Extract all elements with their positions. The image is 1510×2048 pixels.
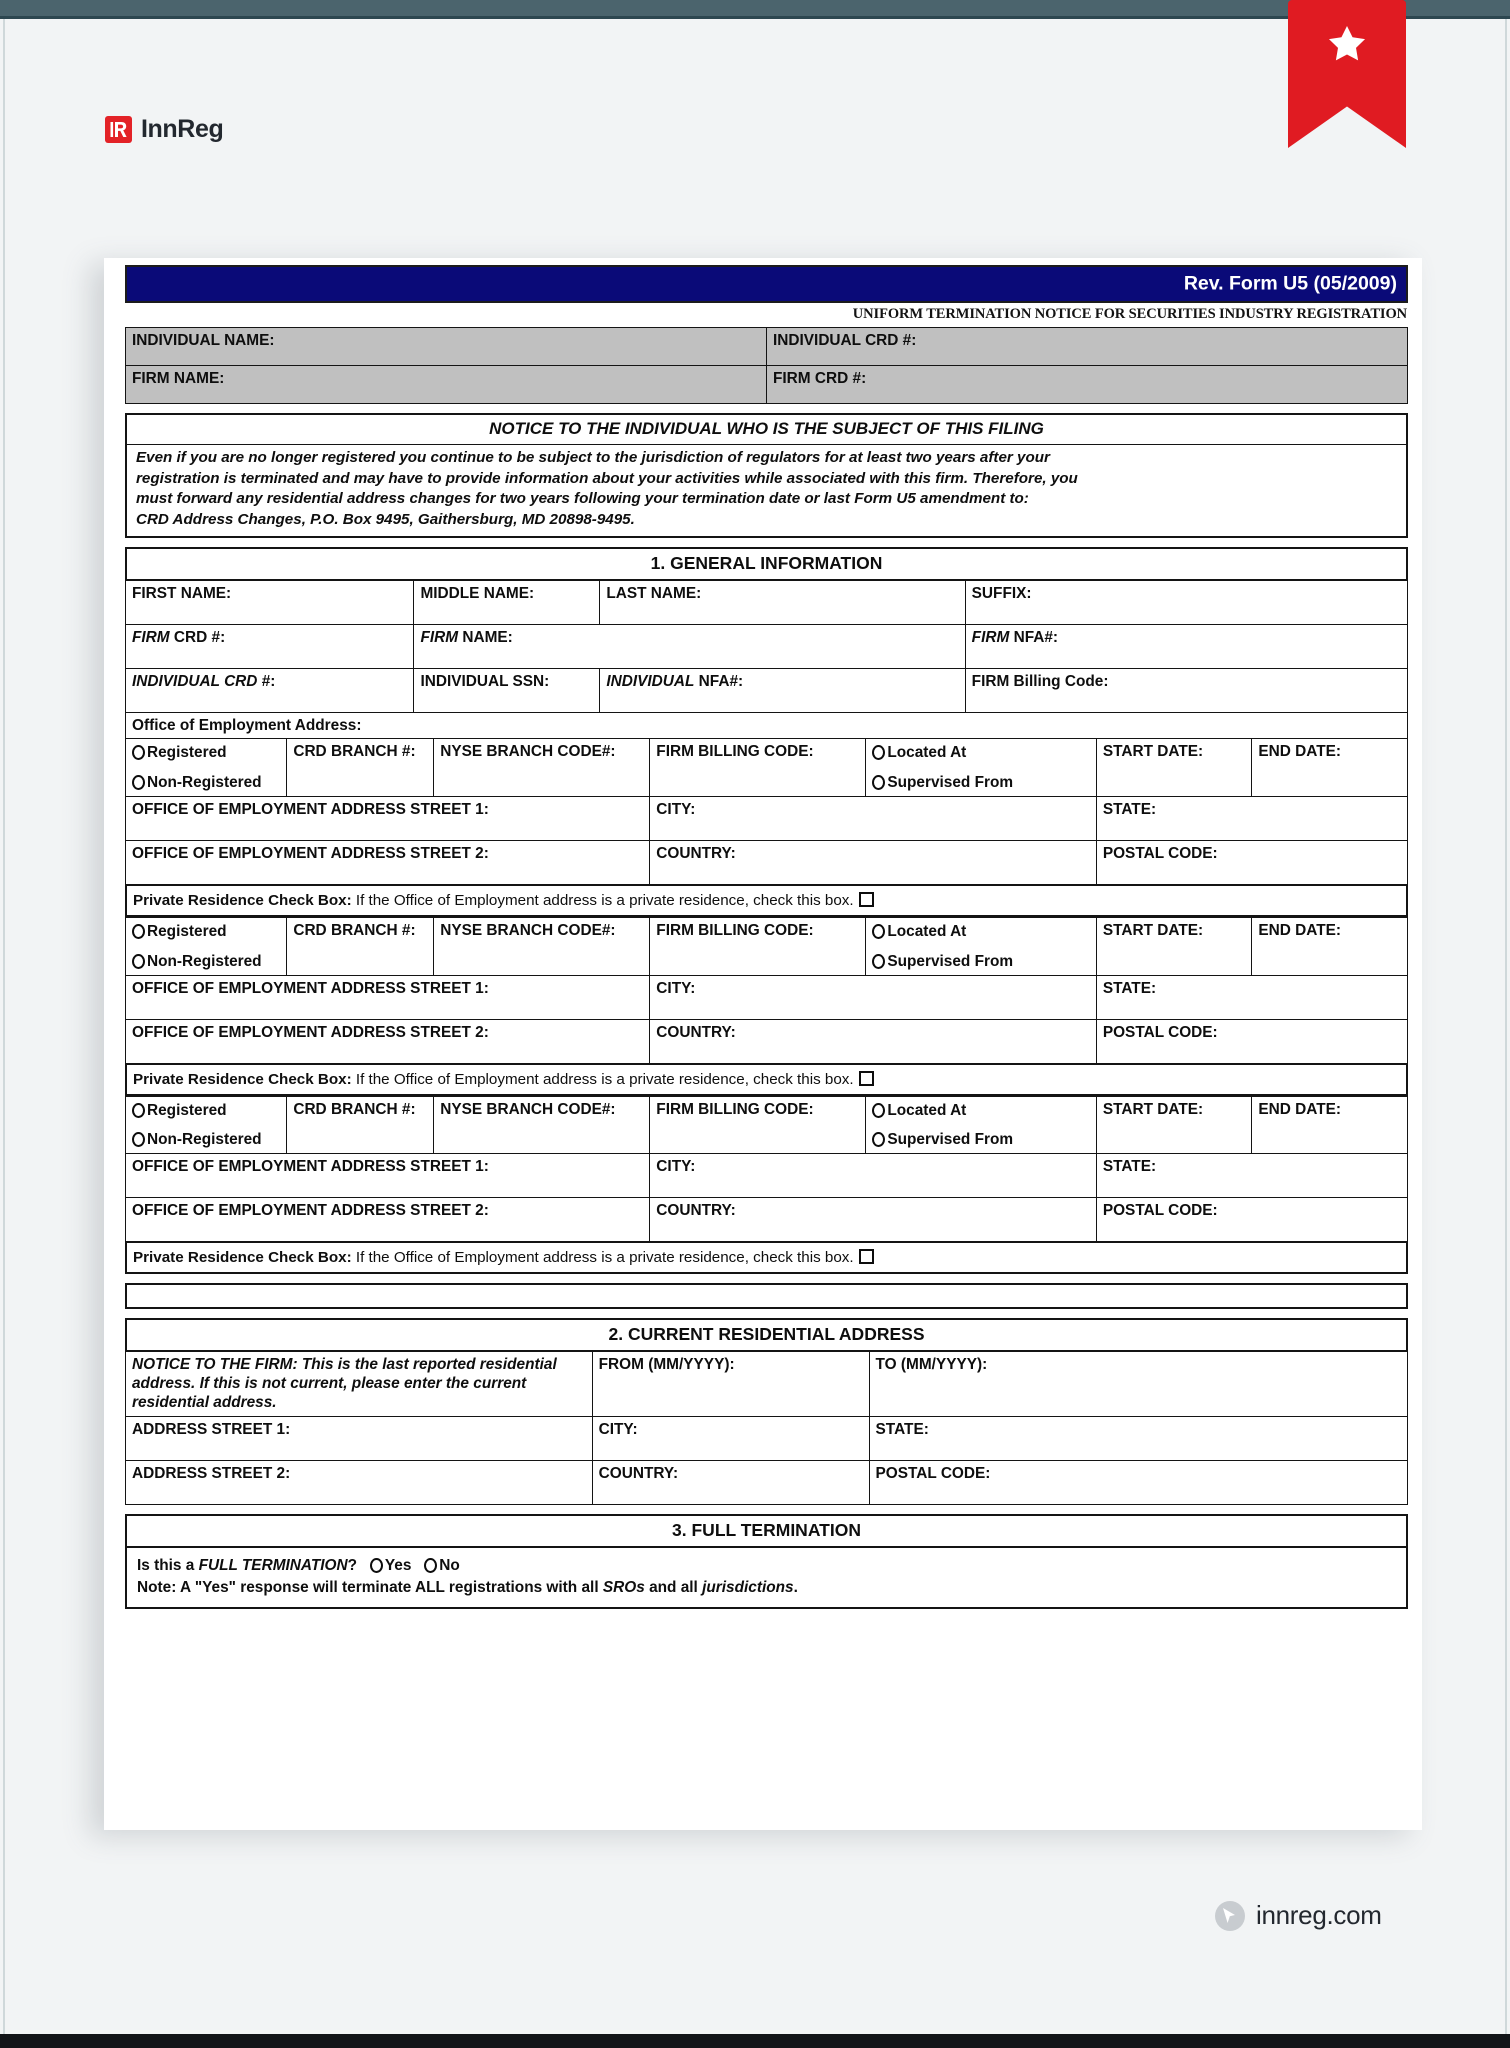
radio-icon[interactable] xyxy=(872,775,885,790)
office-country-cell-1[interactable]: COUNTRY: xyxy=(650,841,1097,885)
office-state-cell-3[interactable]: STATE: xyxy=(1096,1154,1407,1198)
nyse-branch-cell-1[interactable]: NYSE BRANCH CODE#: xyxy=(434,739,650,797)
crd-branch-cell-1[interactable]: CRD BRANCH #: xyxy=(287,739,434,797)
notice-to-individual-box xyxy=(125,413,1408,538)
office-postal-cell-2[interactable]: POSTAL CODE: xyxy=(1096,1019,1407,1063)
section-3-title: 3. FULL TERMINATION xyxy=(125,1514,1408,1547)
office-employment-block-3 xyxy=(125,1096,1408,1243)
office-employment-block-2 xyxy=(125,917,1408,1064)
start-date-cell-1[interactable]: START DATE: xyxy=(1096,739,1252,797)
office-state-cell-2[interactable]: STATE: xyxy=(1096,975,1407,1019)
section-1-title: 1. GENERAL INFORMATION xyxy=(125,547,1408,580)
individual-ssn-cell[interactable]: INDIVIDUAL SSN: xyxy=(414,668,600,712)
bookmark-ribbon[interactable] xyxy=(1288,0,1406,148)
registered-option-3[interactable]: Registered xyxy=(132,1101,281,1121)
located-at-option-3[interactable]: Located At xyxy=(872,1101,1090,1121)
radio-icon[interactable] xyxy=(872,924,885,939)
full-termination-question-row[interactable]: Is this a FULL TERMINATION? Yes No xyxy=(137,1556,460,1574)
radio-icon[interactable] xyxy=(132,1103,145,1118)
table-row xyxy=(126,624,1408,668)
notice-body xyxy=(127,445,1406,536)
form-subtitle: UNIFORM TERMINATION NOTICE FOR SECURITIES INDUSTRY REGISTRATION xyxy=(852,306,1407,322)
general-information-table xyxy=(125,580,1408,739)
full-termination-note: Note: A "Yes" response will terminate ALL registrations with all SROs and all jurisdictions. xyxy=(137,1578,798,1596)
non-registered-option-2[interactable]: Non-Registered xyxy=(132,953,281,972)
office-of-employment-heading: Office of Employment Address: xyxy=(126,712,1408,738)
radio-icon[interactable] xyxy=(132,1132,145,1147)
table-row xyxy=(126,975,1408,1019)
location-type-cell-2[interactable] xyxy=(866,918,1096,976)
radio-icon[interactable] xyxy=(872,1103,885,1118)
registered-option-2[interactable]: Registered xyxy=(132,922,281,942)
notice-line-3: must forward any residential address changes for two years following your termination date or last Form U5 amendment to: xyxy=(136,490,1029,508)
table-row xyxy=(126,366,1408,404)
table-row xyxy=(126,1352,1408,1416)
office-city-cell-2[interactable]: CITY: xyxy=(650,975,1097,1019)
notice-line-2: registration is terminated and may have to provide information about your activities while associated with this firm. Therefore, you xyxy=(136,469,1078,487)
office-city-cell-1[interactable]: CITY: xyxy=(650,797,1097,841)
checkbox-icon[interactable] xyxy=(859,892,874,907)
firm-name-field-cell[interactable]: FIRM NAME: xyxy=(414,624,965,668)
radio-icon[interactable] xyxy=(872,954,885,969)
firm-name-cell[interactable]: FIRM NAME: xyxy=(126,366,767,404)
checkbox-icon[interactable] xyxy=(859,1249,874,1264)
registration-status-cell-2[interactable] xyxy=(126,918,287,976)
residential-from-cell[interactable]: FROM (MM/YYYY): xyxy=(592,1352,869,1416)
located-at-option-1[interactable]: Located At xyxy=(872,743,1090,763)
table-row xyxy=(126,580,1408,624)
firm-billing-code-cell[interactable]: FIRM Billing Code: xyxy=(965,668,1407,712)
office-state-cell-1[interactable]: STATE: xyxy=(1096,797,1407,841)
radio-icon[interactable] xyxy=(370,1558,383,1573)
end-date-cell-3[interactable]: END DATE: xyxy=(1252,1096,1408,1154)
residential-street2-cell[interactable]: ADDRESS STREET 2: xyxy=(126,1460,593,1504)
registered-option-1[interactable]: Registered xyxy=(132,743,281,763)
form-title-bar xyxy=(125,265,1408,303)
middle-name-cell[interactable]: MIDDLE NAME: xyxy=(414,580,600,624)
end-date-cell-2[interactable]: END DATE: xyxy=(1252,918,1408,976)
individual-name-cell[interactable]: INDIVIDUAL NAME: xyxy=(126,328,767,366)
table-row xyxy=(126,1198,1408,1242)
office-street2-cell-2[interactable]: OFFICE OF EMPLOYMENT ADDRESS STREET 2: xyxy=(126,1019,650,1063)
radio-icon[interactable] xyxy=(132,924,145,939)
office-employment-block-1 xyxy=(125,738,1408,885)
table-row xyxy=(126,841,1408,885)
notice-line-4: CRD Address Changes, P.O. Box 9495, Gaithersburg, MD 20898-9495. xyxy=(136,511,635,529)
location-type-cell-1[interactable] xyxy=(866,739,1096,797)
first-name-cell[interactable]: FIRST NAME: xyxy=(126,580,414,624)
section-2-title: 2. CURRENT RESIDENTIAL ADDRESS xyxy=(125,1318,1408,1351)
table-row xyxy=(126,1460,1408,1504)
table-row xyxy=(126,668,1408,712)
office-street2-cell-3[interactable]: OFFICE OF EMPLOYMENT ADDRESS STREET 2: xyxy=(126,1198,650,1242)
office-postal-cell-1[interactable]: POSTAL CODE: xyxy=(1096,841,1407,885)
table-row xyxy=(126,739,1408,797)
firm-billing-cell-1[interactable]: FIRM BILLING CODE: xyxy=(650,739,866,797)
full-termination-body xyxy=(125,1547,1408,1610)
browser-top-bar xyxy=(0,0,1510,16)
residential-state-cell[interactable]: STATE: xyxy=(869,1416,1407,1460)
radio-icon[interactable] xyxy=(132,954,145,969)
office-street1-cell-1[interactable]: OFFICE OF EMPLOYMENT ADDRESS STREET 1: xyxy=(126,797,650,841)
checkbox-icon[interactable] xyxy=(859,1071,874,1086)
residential-postal-cell[interactable]: POSTAL CODE: xyxy=(869,1460,1407,1504)
suffix-cell[interactable]: SUFFIX: xyxy=(965,580,1407,624)
residential-city-cell[interactable]: CITY: xyxy=(592,1416,869,1460)
start-date-cell-3[interactable]: START DATE: xyxy=(1096,1096,1252,1154)
radio-icon[interactable] xyxy=(424,1558,437,1573)
office-country-cell-2[interactable]: COUNTRY: xyxy=(650,1019,1097,1063)
non-registered-option-3[interactable]: Non-Registered xyxy=(132,1131,281,1150)
notice-title: NOTICE TO THE INDIVIDUAL WHO IS THE SUBJECT OF THIS FILING xyxy=(127,415,1406,445)
office-street2-cell-1[interactable]: OFFICE OF EMPLOYMENT ADDRESS STREET 2: xyxy=(126,841,650,885)
table-row xyxy=(126,1416,1408,1460)
table-row xyxy=(126,1019,1408,1063)
individual-nfa-cell[interactable]: INDIVIDUAL NFA#: xyxy=(600,668,965,712)
star-icon xyxy=(1324,21,1370,67)
table-row xyxy=(126,712,1408,738)
last-name-cell[interactable]: LAST NAME: xyxy=(600,580,965,624)
nyse-branch-cell-2[interactable]: NYSE BRANCH CODE#: xyxy=(434,918,650,976)
section-separator-box xyxy=(125,1283,1408,1309)
supervised-from-option-3[interactable]: Supervised From xyxy=(872,1131,1090,1150)
office-country-cell-3[interactable]: COUNTRY: xyxy=(650,1198,1097,1242)
notice-line-1: Even if you are no longer registered you continue to be subject to the jurisdiction of regulators for at least two years after your xyxy=(136,449,1050,466)
residential-to-cell[interactable]: TO (MM/YYYY): xyxy=(869,1352,1407,1416)
firm-billing-cell-2[interactable]: FIRM BILLING CODE: xyxy=(650,918,866,976)
form-document-page xyxy=(104,258,1422,1830)
individual-crd-cell[interactable]: INDIVIDUAL CRD #: xyxy=(767,328,1408,366)
table-row xyxy=(126,328,1408,366)
private-residence-row-3[interactable]: Private Residence Check Box: If the Office of Employment address is a private residence, check this box. xyxy=(125,1242,1408,1274)
identification-table xyxy=(125,327,1408,404)
registration-status-cell-3[interactable] xyxy=(126,1096,287,1154)
innreg-wordmark: InnReg xyxy=(141,115,224,143)
radio-icon[interactable] xyxy=(872,1132,885,1147)
firm-billing-cell-3[interactable]: FIRM BILLING CODE: xyxy=(650,1096,866,1154)
table-row xyxy=(126,918,1408,976)
browser-bottom-bar xyxy=(0,2034,1510,2048)
supervised-from-option-1[interactable]: Supervised From xyxy=(872,774,1090,793)
start-date-cell-2[interactable]: START DATE: xyxy=(1096,918,1252,976)
notice-to-firm-cell: NOTICE TO THE FIRM: This is the last reported residential address. If this is not current, please enter the current residential address. xyxy=(126,1352,593,1416)
innreg-mark-icon xyxy=(105,116,132,143)
table-row xyxy=(126,797,1408,841)
crd-branch-cell-3[interactable]: CRD BRANCH #: xyxy=(287,1096,434,1154)
radio-icon[interactable] xyxy=(132,745,145,760)
located-at-option-2[interactable]: Located At xyxy=(872,922,1090,942)
supervised-from-option-2[interactable]: Supervised From xyxy=(872,953,1090,972)
registration-status-cell-1[interactable] xyxy=(126,739,287,797)
firm-crd-number-cell[interactable]: FIRM CRD #: xyxy=(126,624,414,668)
individual-crd-number-cell[interactable]: INDIVIDUAL CRD #: xyxy=(126,668,414,712)
footer-site-text: innreg.com xyxy=(1256,1900,1382,1930)
form-title: Rev. Form U5 (05/2009) xyxy=(1183,272,1397,295)
footer-site-link[interactable] xyxy=(1215,1900,1382,1931)
firm-nfa-cell[interactable]: FIRM NFA#: xyxy=(965,624,1407,668)
office-city-cell-3[interactable]: CITY: xyxy=(650,1154,1097,1198)
private-residence-row-1[interactable]: Private Residence Check Box: If the Office of Employment address is a private residence, check this box. xyxy=(125,885,1408,917)
non-registered-option-1[interactable]: Non-Registered xyxy=(132,774,281,793)
table-row xyxy=(126,1096,1408,1154)
office-street1-cell-3[interactable]: OFFICE OF EMPLOYMENT ADDRESS STREET 1: xyxy=(126,1154,650,1198)
radio-icon[interactable] xyxy=(872,745,885,760)
innreg-logo[interactable] xyxy=(105,115,223,144)
residential-street1-cell[interactable]: ADDRESS STREET 1: xyxy=(126,1416,593,1460)
crd-branch-cell-2[interactable]: CRD BRANCH #: xyxy=(287,918,434,976)
nyse-branch-cell-3[interactable]: NYSE BRANCH CODE#: xyxy=(434,1096,650,1154)
no-label: No xyxy=(439,1556,460,1574)
table-row xyxy=(126,1154,1408,1198)
office-street1-cell-2[interactable]: OFFICE OF EMPLOYMENT ADDRESS STREET 1: xyxy=(126,975,650,1019)
firm-crd-cell[interactable]: FIRM CRD #: xyxy=(767,366,1408,404)
current-residential-address-table xyxy=(125,1351,1408,1504)
yes-label: Yes xyxy=(384,1556,412,1574)
radio-icon[interactable] xyxy=(132,775,145,790)
end-date-cell-1[interactable]: END DATE: xyxy=(1252,739,1408,797)
cursor-icon xyxy=(1215,1901,1245,1931)
office-postal-cell-3[interactable]: POSTAL CODE: xyxy=(1096,1198,1407,1242)
location-type-cell-3[interactable] xyxy=(866,1096,1096,1154)
residential-country-cell[interactable]: COUNTRY: xyxy=(592,1460,869,1504)
private-residence-row-2[interactable]: Private Residence Check Box: If the Office of Employment address is a private residence, check this box. xyxy=(125,1064,1408,1096)
